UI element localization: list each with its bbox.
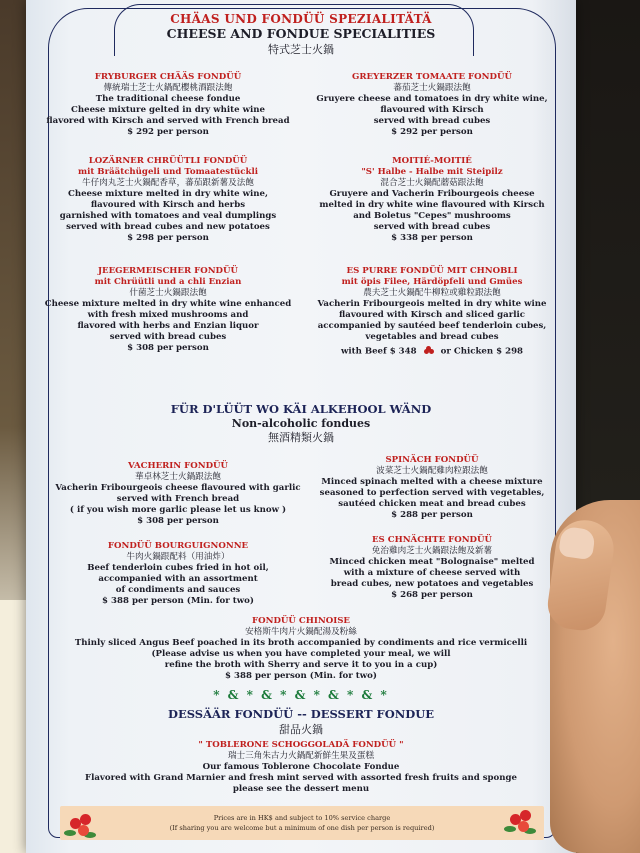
item-subtitle: mit Bräätchügeli und Tomaatestückli	[77, 167, 259, 177]
item-desc: served with French bread	[116, 494, 240, 504]
item-desc: vegetables and bread cubes	[365, 332, 499, 342]
item-name: SPINÄCH FONDÜÜ	[385, 455, 479, 465]
item-desc: bread cubes, new potatoes and vegetables	[330, 579, 534, 589]
item-chinese: 牛仔肉丸芝士火鍋配香草，蕃茄跟新薯及法飽	[82, 178, 254, 188]
item-name: FONDÜÜ CHINOISE	[252, 616, 350, 626]
item-subtitle: mit öpis Filee, Härdöpfeli und Gmües	[341, 277, 523, 287]
item-price: $ 388 per person (Min. for two)	[102, 596, 254, 606]
item-chinese: 混合芝士火鍋配蘑菇跟法飽	[380, 178, 484, 188]
item-chinese: 傳統瑞士芝士火鍋配櫻桃酒跟法飽	[103, 83, 233, 93]
flower-decoration-left	[62, 812, 100, 844]
item-desc: accompanied by sautéed beef tenderloin cubes,	[317, 321, 547, 331]
item-desc: and Boletus "Cepes" mushrooms	[353, 211, 511, 221]
item-desc: sautéed chicken meat and bread cubes	[338, 499, 526, 509]
flower-decoration-right	[502, 808, 540, 840]
title-swiss: CHÄAS UND FONDÜÜ SPEZIALITÄTÄ	[170, 12, 432, 26]
item-name: MOITIÉ-MOITIÉ	[392, 156, 472, 166]
item-name: FRYBURGER CHÄÄS FONDÜÜ	[94, 72, 242, 82]
menu-item-purre	[302, 266, 562, 358]
item-price: $ 292 per person	[391, 127, 473, 137]
item-chinese: 農夫芝士火鍋配牛柳粒或雞粒跟法飽	[363, 288, 501, 298]
footer-note: Prices are in HK$ and subject to 10% service charge	[213, 814, 391, 822]
nonalc-title-english: Non-alcoholic fondues	[231, 417, 371, 430]
item-name: ES CHNÄCHTE FONDÜÜ	[371, 535, 492, 545]
menu-item-moitie	[302, 156, 562, 244]
item-name: JEEGERMEISCHER FONDÜÜ	[97, 266, 238, 276]
club-icon	[424, 346, 434, 356]
item-desc: Cheese mixture melted in dry white wine,	[67, 189, 268, 199]
item-price: $ 298 per person	[127, 233, 209, 243]
item-chinese: 瑞士三角朱古力火鍋配新鮮生果及蛋糕	[227, 751, 375, 761]
item-desc: seasoned to perfection served with vegetables,	[319, 488, 545, 498]
item-desc: accompanied with an assortment	[98, 574, 258, 584]
item-desc: garnished with tomatoes and veal dumplings	[59, 211, 277, 221]
item-desc: served with bread cubes and new potatoes	[66, 222, 270, 232]
menu-item-spinach	[302, 455, 562, 521]
title-english: CHEESE AND FONDUE SPECIALITIES	[166, 26, 436, 41]
item-desc: served with bread cubes	[373, 222, 491, 232]
price-chicken: or Chicken $ 298	[440, 346, 524, 357]
item-desc: Gruyere cheese and tomatoes in dry white wine,	[316, 94, 548, 104]
nonalc-title-chinese: 無酒精類火鍋	[268, 431, 334, 444]
item-price: $ 308 per person	[137, 516, 219, 526]
item-desc: melted in dry white wine flavoured with Kirsch	[319, 200, 545, 210]
item-desc: served with bread cubes	[109, 332, 227, 342]
item-desc: Flavored with Grand Marnier and fresh mint served with assorted fresh fruits and sponge	[84, 773, 517, 783]
item-desc: Vacherin Fribourgeois melted in dry white wine	[317, 299, 547, 309]
item-chinese: 波菜芝士火鍋配雞肉粒跟法飽	[376, 466, 488, 476]
menu-card	[26, 0, 576, 853]
menu-item-fryburger	[38, 72, 298, 138]
decorative-divider: * & * & * & * & * & *	[213, 688, 389, 702]
item-desc: The traditional cheese fondue	[95, 94, 241, 104]
item-desc: Cheese mixture gelted in dry white wine	[71, 105, 265, 115]
item-desc: Cheese mixture melted in dry white wine enhanced	[44, 299, 292, 309]
item-desc: Our famous Toblerone Chocolate Fondue	[202, 762, 400, 772]
item-desc: ( if you wish more garlic please let us know )	[69, 505, 287, 515]
item-desc: Minced spinach melted with a cheese mixture	[321, 477, 543, 487]
item-price: $ 338 per person	[391, 233, 473, 243]
item-name: LOZÄRNER CHRÜÜTLI FONDÜÜ	[88, 156, 248, 166]
menu-item-chnachte	[302, 535, 562, 601]
menu-item-bourguignonne	[48, 541, 308, 607]
item-price: $ 268 per person	[391, 590, 473, 600]
item-desc: Beef tenderloin cubes fried in hot oil,	[87, 563, 269, 573]
dessert-title: DESSÄÄR FONDÜÜ -- DESSERT FONDUE	[167, 707, 435, 721]
item-desc: flavoured with Kirsch	[380, 105, 484, 115]
item-chinese: 華卓林芝士火鍋跟法飽	[135, 472, 221, 482]
item-chinese: 牛肉火鍋跟配料（用油炸）	[126, 552, 230, 562]
dessert-title-chinese: 甜品火鍋	[279, 723, 323, 736]
item-price: $ 388 per person (Min. for two)	[225, 671, 377, 681]
menu-item-chinoise	[26, 616, 576, 682]
item-chinese: 蕃茄芝士火鍋跟法飽	[393, 83, 471, 93]
item-desc: with a mixture of cheese served with	[343, 568, 521, 578]
menu-item-jeegermeischer	[38, 266, 298, 354]
price-beef: with Beef $ 348	[340, 346, 417, 357]
item-desc: please see the dessert menu	[232, 784, 370, 794]
item-name: VACHERIN FONDÜÜ	[127, 461, 229, 471]
item-price: $ 292 per person	[127, 127, 209, 137]
footer-note: (If sharing you are welcome but a minimum of one dish per person is required)	[169, 824, 435, 832]
item-desc: of condiments and sauces	[115, 585, 241, 595]
item-subtitle: mit Chrüütli und a chli Enzian	[94, 277, 242, 287]
item-desc: Vacherin Fribourgeois cheese flavoured with garlic	[55, 483, 301, 493]
title-chinese: 特式芝士火鍋	[268, 43, 334, 56]
menu-item-toblerone	[26, 740, 576, 795]
nonalc-title-swiss: FÜR D'LÜÜT WO KÄI ALKEHOOL WÄND	[170, 402, 432, 416]
item-price: $ 288 per person	[391, 510, 473, 520]
item-chinese: 免治雞肉芝士火鍋跟法飽及新薯	[371, 546, 493, 556]
item-name: GREYERZER TOMAATE FONDÜÜ	[352, 72, 512, 82]
item-chinese: 什菌芝士火鍋跟法飽	[129, 288, 207, 298]
item-desc: served with bread cubes	[373, 116, 491, 126]
item-desc: flavored with Kirsch and served with French bread	[46, 116, 290, 126]
item-name: " TOBLERONE SCHOGGOLADÄ FONDÜÜ "	[198, 740, 404, 750]
menu-item-greyerzer	[302, 72, 562, 138]
item-desc: with fresh mixed mushrooms and	[87, 310, 249, 320]
item-chinese: 安格斯牛肉片火鍋配湯及粉絲	[245, 627, 357, 637]
item-desc: (Please advise us when you have completed your meal, we will	[151, 649, 451, 659]
menu-item-lozarner	[38, 156, 298, 244]
item-price: $ 308 per person	[127, 343, 209, 353]
price-note-footer	[60, 806, 544, 840]
item-desc: flavored with herbs and Enzian liquor	[77, 321, 259, 331]
item-desc: Thinly sliced Angus Beef poached in its broth accompanied by condiments and rice vermicelli	[74, 638, 528, 648]
item-desc: Minced chicken meat "Bolognaise" melted	[329, 557, 535, 567]
item-desc: refine the broth with Sherry and serve it to you in a cup)	[164, 660, 438, 670]
menu-item-vacherin	[48, 461, 308, 527]
item-price-row	[302, 346, 562, 358]
item-desc: flavoured with Kirsch and sliced garlic	[339, 310, 525, 320]
item-name: ES PURRE FONDÜÜ MIT CHNOBLI	[346, 266, 518, 276]
item-name: FONDÜÜ BOURGUIGNONNE	[107, 541, 249, 551]
item-desc: flavoured with Kirsch and herbs	[90, 200, 246, 210]
item-desc: Gruyere and Vacherin Fribourgeois cheese	[329, 189, 535, 199]
item-subtitle: "S' Halbe - Halbe mit Steipilz	[361, 167, 503, 177]
